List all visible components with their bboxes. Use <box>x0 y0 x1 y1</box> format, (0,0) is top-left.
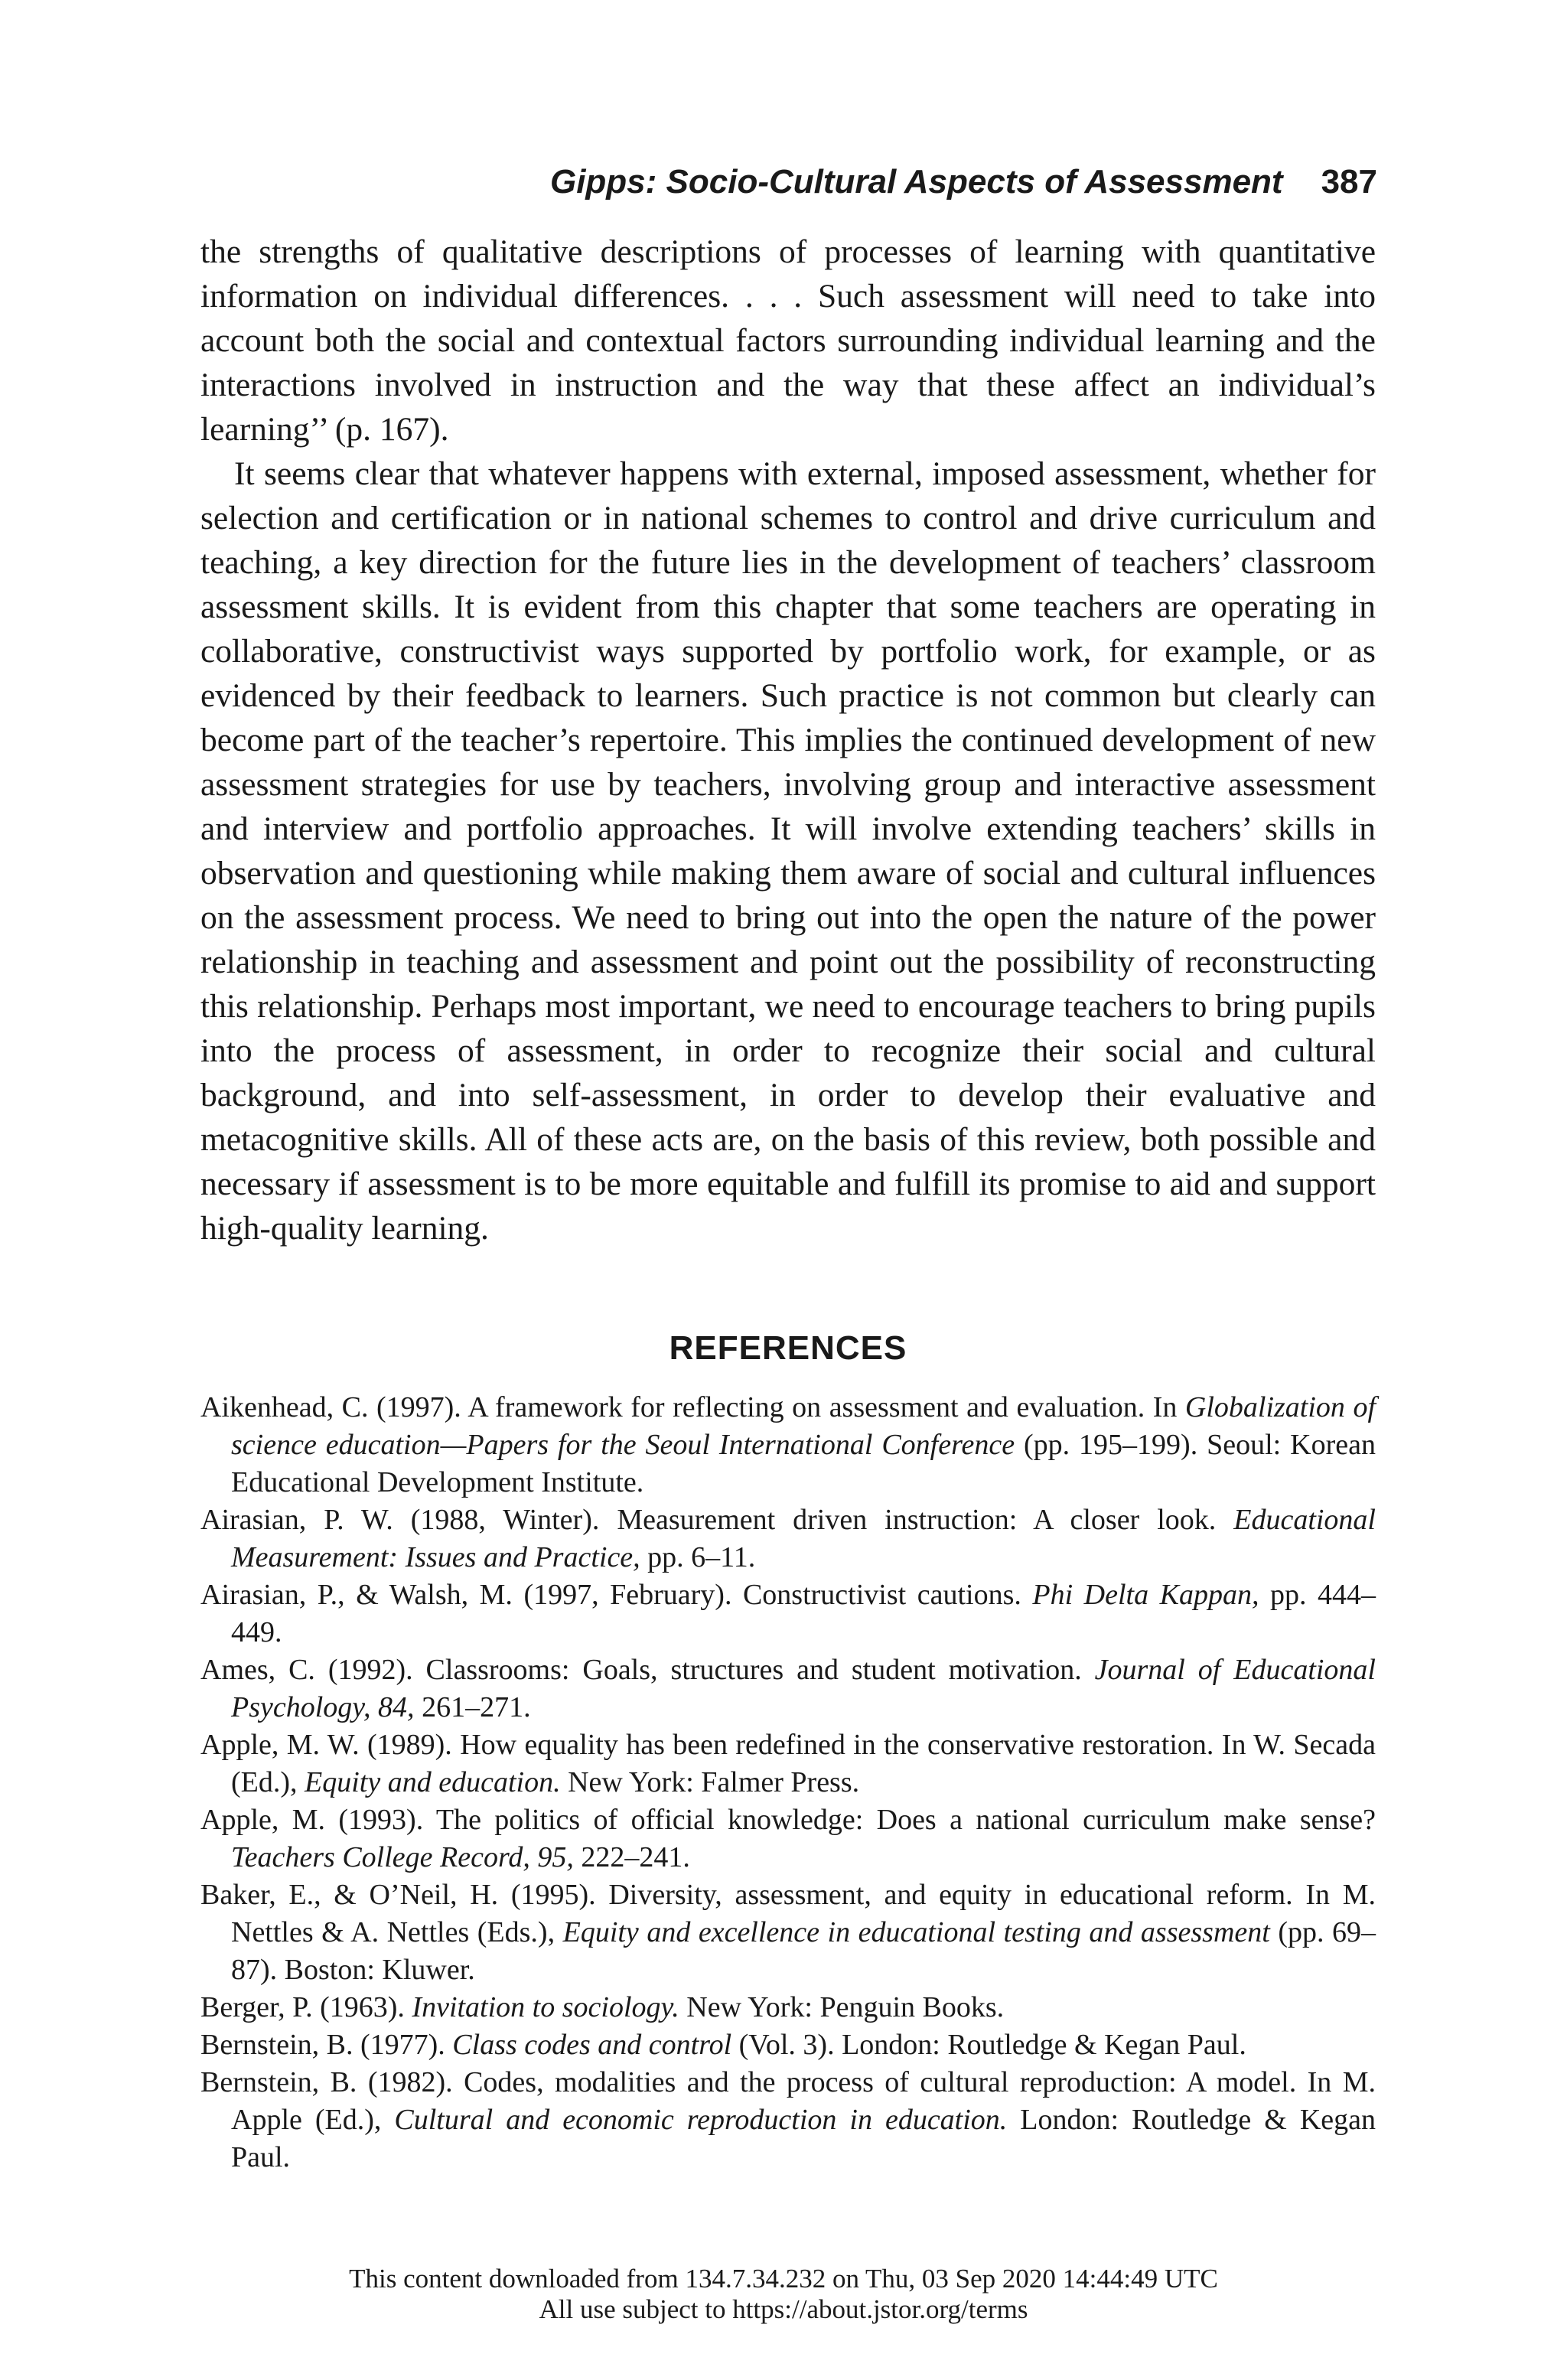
reference-entry: Apple, M. W. (1989). How equality has been redefined in the conservative restoration. In W. Secada (Ed.), Equity and education. New York: Falmer Press. <box>200 1729 1376 1798</box>
running-head-title: Gipps: Socio-Cultural Aspects of Assessment <box>549 163 1283 201</box>
reference-source-title: Phi Delta Kappan, <box>1032 1579 1259 1611</box>
page-number: 387 <box>1321 163 1377 201</box>
reference-source-title: Journal of Educational Psychology, 84, <box>231 1654 1376 1723</box>
references-heading: REFERENCES <box>669 1329 907 1367</box>
reference-entry: Airasian, P., & Walsh, M. (1997, February). Constructivist cautions. Phi Delta Kappan, pp. 444–449. <box>200 1579 1376 1648</box>
reference-entry: Aikenhead, C. (1997). A framework for reflecting on assessment and evaluation. In Globalization of science education—Papers for the Seoul International Conference (pp. 195–199). Seoul: Korean Educational Development Institute. <box>200 1391 1376 1498</box>
paragraph-continued: the strengths of qualitative descriptions of processes of learning with quantitative information on individual differences. . . . Such assessment will need to take into account both the social and contextual factors surrounding individual learning and the interactions involved in instruction and the way that these affect an individual’s learning’’ (p. 167). <box>200 233 1376 448</box>
reference-entry: Bernstein, B. (1977). Class codes and control (Vol. 3). London: Routledge & Kegan Paul. <box>200 2029 1246 2061</box>
reference-source-title: Equity and education. <box>305 1766 561 1798</box>
body-text <box>200 230 1376 1250</box>
reference-source-title: Invitation to sociology. <box>412 1991 679 2023</box>
download-notice <box>0 2264 1567 2325</box>
reference-entry: Apple, M. (1993). The politics of official knowledge: Does a national curriculum make sense? Teachers College Record, 95, 222–241. <box>200 1804 1376 1873</box>
reference-entry: Berger, P. (1963). Invitation to sociology. New York: Penguin Books. <box>200 1991 1005 2023</box>
paragraph-conclusion: It seems clear that whatever happens with external, imposed assessment, whether for selection and certification or in national schemes to control and drive curriculum and teaching, a key direction for the future lies in the development of teachers’ classroom assessment skills. It is evident from this chapter that some teachers are operating in collaborative, constructivist ways supported by portfolio work, for example, or as evidenced by their feedback to learners. Such practice is not common but clearly can become part of the teacher’s repertoire. This implies the continued development of new assessment strategies for use by teachers, involving group and interactive assessment and interview and portfolio approaches. It will involve extending teachers’ skills in observation and questioning while making them aware of social and cultural influences on the assessment process. We need to bring out into the open the nature of the power relationship in teaching and assessment and point out the possibility of reconstructing this relationship. Perhaps most important, we need to encourage teachers to bring pupils into the process of assessment, in order to recognize their social and cultural background, and into self-assessment, in order to develop their evaluative and metacognitive skills. All of these acts are, on the basis of this review, both possible and necessary if assessment is to be more equitable and fulfill its promise to aid and support high-quality learning. <box>200 455 1376 1247</box>
running-head <box>199 162 1377 202</box>
reference-source-title: Globalization of science education—Papers for the Seoul International Conference <box>231 1391 1376 1461</box>
download-notice-line: This content downloaded from 134.7.34.232 on Thu, 03 Sep 2020 14:44:49 UTC <box>349 2264 1218 2294</box>
reference-source-title: Equity and excellence in educational testing and assessment <box>562 1916 1270 1948</box>
reference-list <box>200 1389 1376 2176</box>
reference-entry: Ames, C. (1992). Classrooms: Goals, structures and student motivation. Journal of Educational Psychology, 84, 261–271. <box>200 1654 1376 1723</box>
terms-notice-line: All use subject to https://about.jstor.org/terms <box>539 2294 1028 2324</box>
reference-source-title: Cultural and economic reproduction in education. <box>394 2104 1008 2136</box>
reference-source-title: Educational Measurement: Issues and Practice, <box>231 1504 1376 1573</box>
reference-entry: Bernstein, B. (1982). Codes, modalities and the process of cultural reproduction: A model. In M. Apple (Ed.), Cultural and economic reproduction in education. London: Routledge & Kegan Paul. <box>200 2066 1376 2173</box>
reference-entry: Baker, E., & O’Neil, H. (1995). Diversity, assessment, and equity in educational reform. In M. Nettles & A. Nettles (Eds.), Equity and excellence in educational testing and assessment (pp. 69–87). Boston: Kluwer. <box>200 1879 1376 1986</box>
reference-source-title: Teachers College Record, 95, <box>231 1841 574 1873</box>
reference-entry: Airasian, P. W. (1988, Winter). Measurement driven instruction: A closer look. Educational Measurement: Issues and Practice, pp. 6–11. <box>200 1504 1376 1573</box>
reference-source-title: Class codes and control <box>452 2029 732 2061</box>
